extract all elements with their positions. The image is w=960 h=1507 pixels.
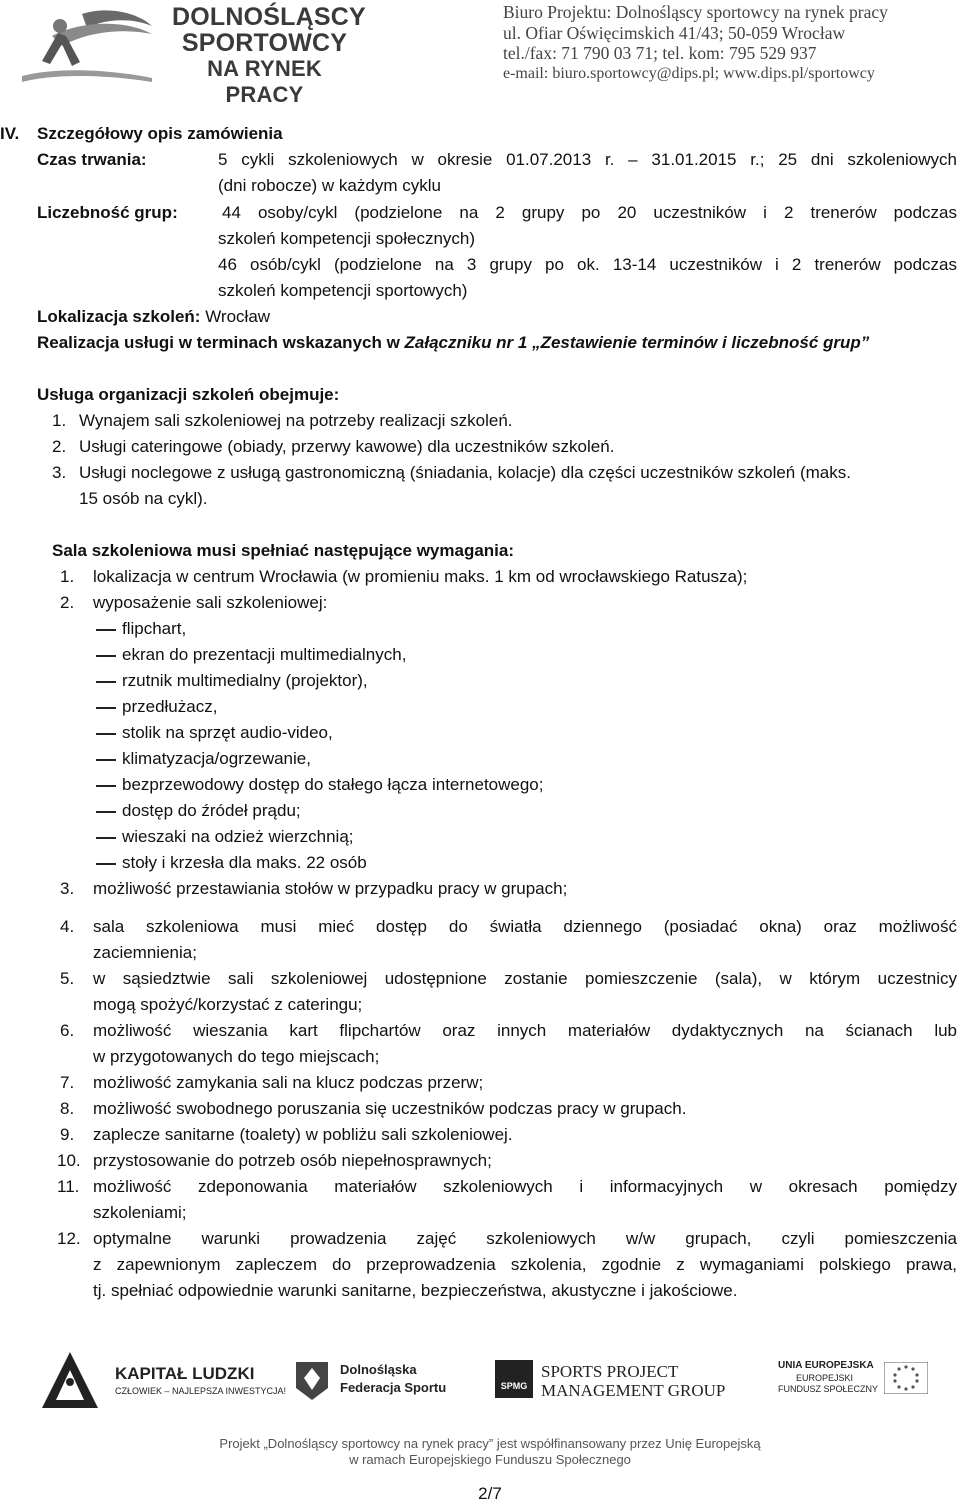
req-num-8: 8. [60,1099,75,1118]
req-num-7: 7. [60,1073,75,1092]
spmg-line-2: MANAGEMENT GROUP [541,1381,726,1400]
req-item-12: optymalne warunki prowadzenia zajęć szkoleniowych w/w grupach, czyli pomieszczenia [93,1229,957,1248]
service-num-3: 3. [52,463,67,482]
req-item-6: możliwość wieszania kart flipchartów oraz innych materiałów dydaktycznych na ścianach lub [93,1021,957,1040]
req-item-11-cont: szkoleniami; [93,1203,187,1222]
req-item-4: sala szkoleniowa musi mieć dostęp do światła dziennego (posiadać okna) oraz możliwość [93,917,957,936]
service-num-2: 2. [52,437,67,456]
address-line-4: e-mail: biuro.sportowcy@dips.pl; www.dips.pl/sportowcy [503,64,875,82]
cofinancing-line-1: Projekt „Dolnośląscy sportowcy na rynek pracy” jest współfinansowany przez Unię Europejską [219,1436,761,1451]
eu-flag-icon [884,1362,928,1394]
equipment-item: stolik na sprzęt audio-video, [122,723,333,742]
req-num-3: 3. [60,879,75,898]
dfs-line-2: Federacja Sportu [340,1380,447,1395]
dfs-eagle-icon [292,1358,332,1402]
spmg-logo [495,1356,726,1402]
equipment-item: stoły i krzesła dla maks. 22 osób [122,853,367,872]
project-logo-text [172,3,366,108]
req-item-12-cont-2: tj. spełniać odpowiednie warunki sanitarne, bezpieczeństwa, akustyczne i jakościowe. [93,1281,738,1300]
service-item-3-cont: 15 osób na cykl). [79,489,208,508]
services-heading: Usługa organizacji szkoleń obejmuje: [37,385,340,404]
req-num-4: 4. [60,917,75,936]
dfs-line-1: Dolnośląska [340,1362,417,1377]
section-number: IV. [0,124,20,143]
dash-bullet-icon [96,785,116,787]
spmg-line-1: SPORTS PROJECT [541,1362,679,1381]
address-line-1: Biuro Projektu: Dolnośląscy sportowcy na rynek pracy [503,2,888,22]
dash-bullet-icon [96,655,116,657]
req-num-1: 1. [60,567,75,586]
equipment-item: wieszaki na odzież wierzchnią; [122,827,354,846]
req-item-10: przystosowanie do potrzeb osób niepełnosprawnych; [93,1151,492,1170]
kapital-ludzki-icon [40,1350,100,1410]
group-size-line-1: 44 osoby/cykl (podzielone na 2 grupy po 20 uczestników i 2 trenerów podczas [222,203,957,222]
group-size-label: Liczebność grup: [37,203,178,222]
req-item-5: w sąsiedztwie sali szkoleniowej udostępnione zostanie pomieszczenie (sala), w którym uczestnicy [93,969,957,988]
equipment-item: klimatyzacja/ogrzewanie, [122,749,311,768]
requirements-heading: Sala szkoleniowa musi spełniać następujące wymagania: [52,541,515,560]
logo-line-1: DOLNOŚLĄSCY [172,3,366,31]
req-item-7: możliwość zamykania sali na klucz podczas przerw; [93,1073,484,1092]
kapital-ludzki-logo [40,1350,287,1410]
kl-subtitle: CZŁOWIEK – NAJLEPSZA INWESTYCJA! [115,1386,287,1396]
equipment-item: bezprzewodowy dostęp do stałego łącza internetowego; [122,775,544,794]
kl-title: KAPITAŁ LUDZKI [115,1364,255,1383]
service-item-3: Usługi noclegowe z usługą gastronomiczną (śniadania, kolacje) dla części uczestników szkoleń (maks. [79,463,851,482]
section-title: Szczegółowy opis zamówienia [37,124,283,143]
duration-value-line-2: (dni robocze) w każdym cyklu [218,176,441,195]
req-item-12-cont: z zapewnionym zapleczem do przeprowadzenia szkolenia, zgodnie z wymaganiami polskiego prawa, [93,1255,957,1274]
realization-row [37,330,869,356]
service-item-2: Usługi cateringowe (obiady, przerwy kawowe) dla uczestników szkoleń. [79,437,615,456]
address-line-2: ul. Ofiar Oświęcimskich 41/43; 50-059 Wrocław [503,22,846,43]
office-address [503,2,943,84]
req-item-11: możliwość zdeponowania materiałów szkoleniowych i informacyjnych w okresach pomiędzy [93,1177,957,1196]
dash-bullet-icon [96,733,116,735]
dash-bullet-icon [96,811,116,813]
cofinancing-line-2: w ramach Europejskiego Funduszu Społecznego [349,1452,631,1467]
equipment-item: flipchart, [122,619,187,638]
req-item-1: lokalizacja w centrum Wrocławia (w promieniu maks. 1 km od wrocławskiego Ratusza); [93,567,748,586]
equipment-item: rzutnik multimedialny (projektor), [122,671,368,690]
duration-value-line-1: 5 cykli szkoleniowych w okresie 01.07.2013 r. – 31.01.2015 r.; 25 dni szkoleniowych [218,150,957,169]
dash-bullet-icon [96,837,116,839]
req-item-5-cont: mogą spożyć/korzystać z cateringu; [93,995,363,1014]
req-num-2: 2. [60,593,75,612]
equipment-item: dostęp do źródeł prądu; [122,801,301,820]
project-logo-graphic [12,6,162,86]
dash-bullet-icon [96,707,116,709]
cofinancing-note [150,1436,830,1468]
page-number: 2/7 [478,1484,502,1503]
req-item-6-cont: w przygotowanych do tego miejscach; [93,1047,380,1066]
realization-attachment-ref: Załączniku nr 1 „Zestawienie terminów i liczebność grup” [404,333,870,352]
req-num-5: 5. [60,969,75,988]
dfs-logo [292,1358,447,1402]
req-num-12: 12. [57,1229,81,1248]
dash-bullet-icon [96,629,116,631]
dash-bullet-icon [96,863,116,865]
eu-line-1: UNIA EUROPEJSKA [778,1360,874,1371]
req-item-2: wyposażenie sali szkoleniowej: [93,593,328,612]
group-size-line-3: 46 osób/cykl (podzielone na 3 grupy po ok. 13-14 uczestników i 2 trenerów podczas [218,255,957,274]
req-num-10: 10. [57,1151,81,1170]
group-size-line-4: szkoleń kompetencji sportowych) [218,281,468,300]
location-label: Lokalizacja szkoleń: [37,307,201,326]
group-size-line-2: szkoleń kompetencji społecznych) [218,229,476,248]
equipment-item: przedłużacz, [122,697,218,716]
dash-bullet-icon [96,759,116,761]
duration-label: Czas trwania: [37,150,147,169]
spmg-badge: SPMG [495,1360,533,1398]
logo-line-2: SPORTOWCY [181,29,348,57]
req-item-3: możliwość przestawiania stołów w przypadku pracy w grupach; [93,879,568,898]
equipment-item: ekran do prezentacji multimedialnych, [122,645,407,664]
req-item-8: możliwość swobodnego poruszania się uczestników podczas pracy w grupach. [93,1099,687,1118]
req-item-4-cont: zaciemnienia; [93,943,197,962]
req-num-6: 6. [60,1021,75,1040]
eu-line-3: FUNDUSZ SPOŁECZNY [778,1384,879,1394]
eu-efs-logo [778,1358,928,1408]
req-item-9: zaplecze sanitarne (toalety) w pobliżu sali szkoleniowej. [93,1125,513,1144]
service-num-1: 1. [52,411,67,430]
service-item-1: Wynajem sali szkoleniowej na potrzeby realizacji szkoleń. [79,411,513,430]
location-row [37,304,270,330]
realization-text: Realizacja usługi w terminach wskazanych w [37,333,405,352]
logo-line-3: NA RYNEK PRACY [207,56,322,107]
location-value: Wrocław [205,307,271,326]
dash-bullet-icon [96,681,116,683]
eu-line-2: EUROPEJSKI [796,1373,854,1383]
req-num-11: 11. [57,1177,80,1196]
req-num-9: 9. [60,1125,75,1144]
address-line-3: tel./fax: 71 790 03 71; tel. kom: 795 529 937 [503,43,817,63]
